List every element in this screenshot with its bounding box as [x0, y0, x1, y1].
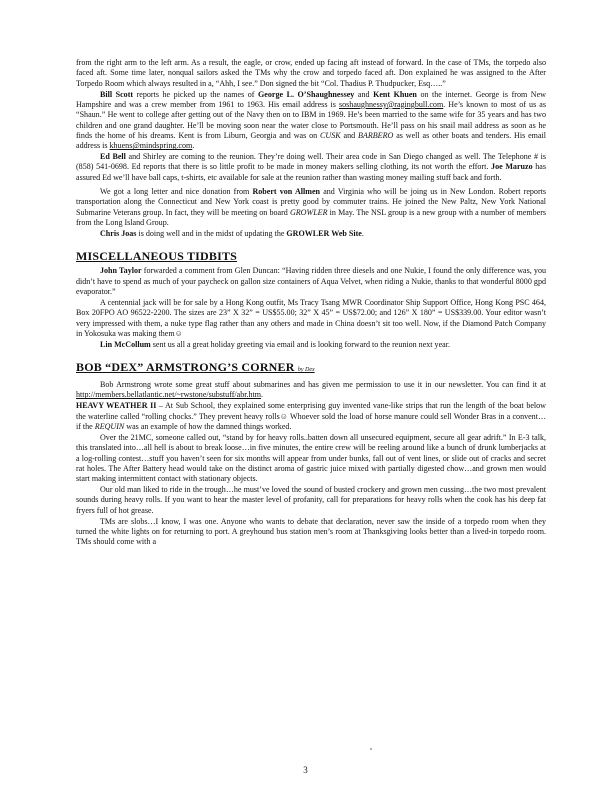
- person-name: Robert von Allmen: [252, 187, 321, 197]
- paragraph-text: .: [261, 390, 264, 400]
- paragraph-tm-torpedo: [76, 58, 546, 89]
- paragraph-text: reports he picked up the names of: [133, 89, 259, 99]
- person-name: Lin McCollum: [100, 339, 151, 349]
- paragraph-text: and: [354, 89, 374, 99]
- person-name: Kent Khuen: [373, 89, 417, 99]
- paragraph-text: is doing well and in the midst of updating the: [136, 229, 287, 238]
- paragraph-robert-von-allmen: [76, 187, 546, 228]
- boat-name: REQUIN: [94, 421, 125, 431]
- section-heading-misc: MISCELLANEOUS TIDBITS: [76, 249, 238, 264]
- page-number: 3: [303, 765, 308, 775]
- text-column: [76, 58, 546, 548]
- paragraph-text: forwarded a comment from Glen Duncan: “Having ridden three diesels and one Nukie, I found the only difference was, you didn’t have to spend as much of your paycheck on gallon size containers of Aqua Velvet, when riding a Nukie, thanks to that wonderful 8000 gpd evaporator.”: [76, 266, 546, 297]
- paragraph-21mc: [76, 433, 546, 485]
- paragraph-text: and Virginia who will be joing us in New London. Robert reports transportation along the Connecticut and New York coast is pretty good by commuter trains. He joined the New Paltz, New York National Submarine Veterans group. In fact, they will be meeting on board: [76, 187, 546, 217]
- paragraph-lin-mccollum: [76, 340, 546, 350]
- person-name: Ed Bell: [100, 152, 126, 162]
- paragraph-ed-bell: [76, 152, 546, 183]
- paragraph-text: .: [192, 141, 195, 151]
- paragraph-text: from the right arm to the left arm. As a result, the eagle, or crow, ended up facing aft instead of forward. In the case of TMs, the torpedo also faced aft. Some time later, nonqual sailors asked the TMs why the crow and torpedo faced aft. Don explained he was assigned to the After Torpedo Room which always resulted in a, “Ahh, I see.” Don signed the bit “Col. Thadius P. Thudpucker, Esq…..”: [76, 58, 546, 88]
- paragraph-chris-joas: [76, 229, 546, 239]
- paragraph-text: and Shirley are coming to the reunion. They’re doing well. Their area code in San Diego changed as well. The Telephone # is (858) 541-0698. Ed reports that there is so little profit to be made in money makers selling clothing, its not worth the effort.: [76, 152, 546, 172]
- email-link[interactable]: soshaughnessy@ragingbull.com: [339, 99, 444, 109]
- email-link[interactable]: khuens@mindspring.com: [109, 141, 193, 151]
- paragraph-bill-scott: [76, 90, 546, 152]
- subheading: HEAVY WEATHER II: [76, 401, 157, 411]
- web-site-name: GROWLER Web Site: [286, 229, 362, 238]
- paragraph-text: – At Sub School, they explained some enterprising guy invented vane-like strips that run the length of the boat below the waterline called “rolling chocks.” They prevent heavy rolls☺ Whoever sold the load of horse manure could sell Wonder Bras in a convent…if the: [76, 401, 546, 431]
- paragraph-text: has assured Ed we’ll have ball caps, t-shirts, etc available for sale at the reunion rather than wasting money mailing stuff back and forth.: [76, 162, 547, 182]
- paragraph-text: sent us all a great holiday greeting via email and is looking forward to the reunion next year.: [150, 339, 450, 349]
- paragraph-john-taylor: [76, 266, 546, 297]
- paragraph-centennial-jack: [76, 298, 546, 339]
- url-link[interactable]: http://members.bellatlantic.net/~rwstone/substuff/abr.htm: [76, 390, 262, 400]
- person-name: Chris Joas: [100, 229, 137, 238]
- section-title: BOB “DEX” ARMSTRONG’S CORNER: [76, 360, 295, 375]
- paragraph-heavy-weather: [76, 401, 546, 432]
- boat-name: CUSK: [320, 130, 341, 140]
- person-name: George L. O’Shaughnessey: [258, 89, 355, 99]
- paragraph-bob-intro: [76, 380, 546, 401]
- paragraph-text: was an example of how the damned things worked.: [124, 421, 292, 431]
- paragraph-text: We got a long letter and nice donation from: [100, 187, 253, 197]
- paragraph-text: as well as other boats and tenders. His email address is: [76, 130, 546, 151]
- boat-name: GROWLER: [289, 207, 328, 217]
- paragraph-text: TMs are slobs…I know, I was one. Anyone who wants to debate that declaration, never saw the inside of a torpedo room when they turned the white lights on for returning to port. A greyhound bus station men’s room at Thanksgiving looks better than a lived-in torpedo room. TMs should come with a: [76, 516, 546, 547]
- person-name: John Taylor: [100, 266, 142, 276]
- paragraph-text: Over the 21MC, someone called out, “stand by for heavy rolls..batten down all unsecured equipment, secure all gear adrift.” In E-3 talk, this translated into…all hell is about to break loose…in five minutes, the entire crew will be reeling around like a bunch of drunk lumberjacks at a log-rolling contest…stuff you haven’t seen for six months will appear from under bunks, fall out of vent lines, or slide out of cracks and secret rat holes. The After Battery head would take on the distinct aroma of gastric juice mixed with partially digested chow…and grown men would start making intermittent contact with stationary objects.: [76, 432, 546, 484]
- paragraph-text: Our old man liked to ride in the trough…he must’ve loved the sound of busted crockery and grown men cussing…the two most prevalent sounds during heavy rolls. If you want to hear the master level of profanity, call for preparations for heavy rolls when the cook has his deep fat fryers full of hot grease.: [76, 485, 546, 515]
- paragraph-text: Bob Armstrong wrote some great stuff about submarines and has given me permission to use it in our newsletter. You can find it at: [100, 380, 546, 390]
- boat-name: BARBERO: [358, 130, 394, 140]
- section-heading-bob-armstrong: [76, 360, 546, 377]
- scan-speck: [370, 748, 372, 750]
- paragraph-text: in May. The NSL group is a new group with a number of members from the Long Island Group.: [76, 207, 546, 228]
- paragraph-text: A centennial jack will be for sale by a Hong Kong outfit, Ms Tracy Tsang MWR Coordinator Ship Support Office, Hong Kong PSC 464, Box 20FPO AO 96522-2200. The sizes are 23” X 32” = US$55.00; 32” X 45” = US$72.00; and 126” X 180” = US$339.00. Your editor wasn’t very impressed with them, a nuke type flag rather than any others and made in China doesn’t sit too well. Now, if the Diamond Patch Company in Yokosuka was making them☺: [76, 297, 546, 338]
- paragraph-old-man: [76, 485, 546, 516]
- paragraph-text: on the internet. George is from New Hampshire and was a crew member from 1961 to 1963. His email address is: [76, 89, 546, 109]
- person-name: Joe Maruzo: [491, 162, 533, 172]
- paragraph-text: . He’s known to most of us as “Shaun.” He went to college after getting out of the Navy then on to IBM in 1969. He’s been married to the same wife for 35 years and has two children and one grand daughter. He’ll be moving soon near the water close to Portsmouth. He’ll pass on his snail mail address as soon as he finds the home of his dreams. Kent is from Liburn, Georgia and was on: [76, 99, 547, 140]
- paragraph-tms-slobs: [76, 517, 546, 548]
- byline: by Dex: [297, 367, 315, 374]
- paragraph-text: .: [361, 229, 364, 238]
- paragraph-text: and: [340, 130, 359, 140]
- person-name: Bill Scott: [100, 89, 134, 99]
